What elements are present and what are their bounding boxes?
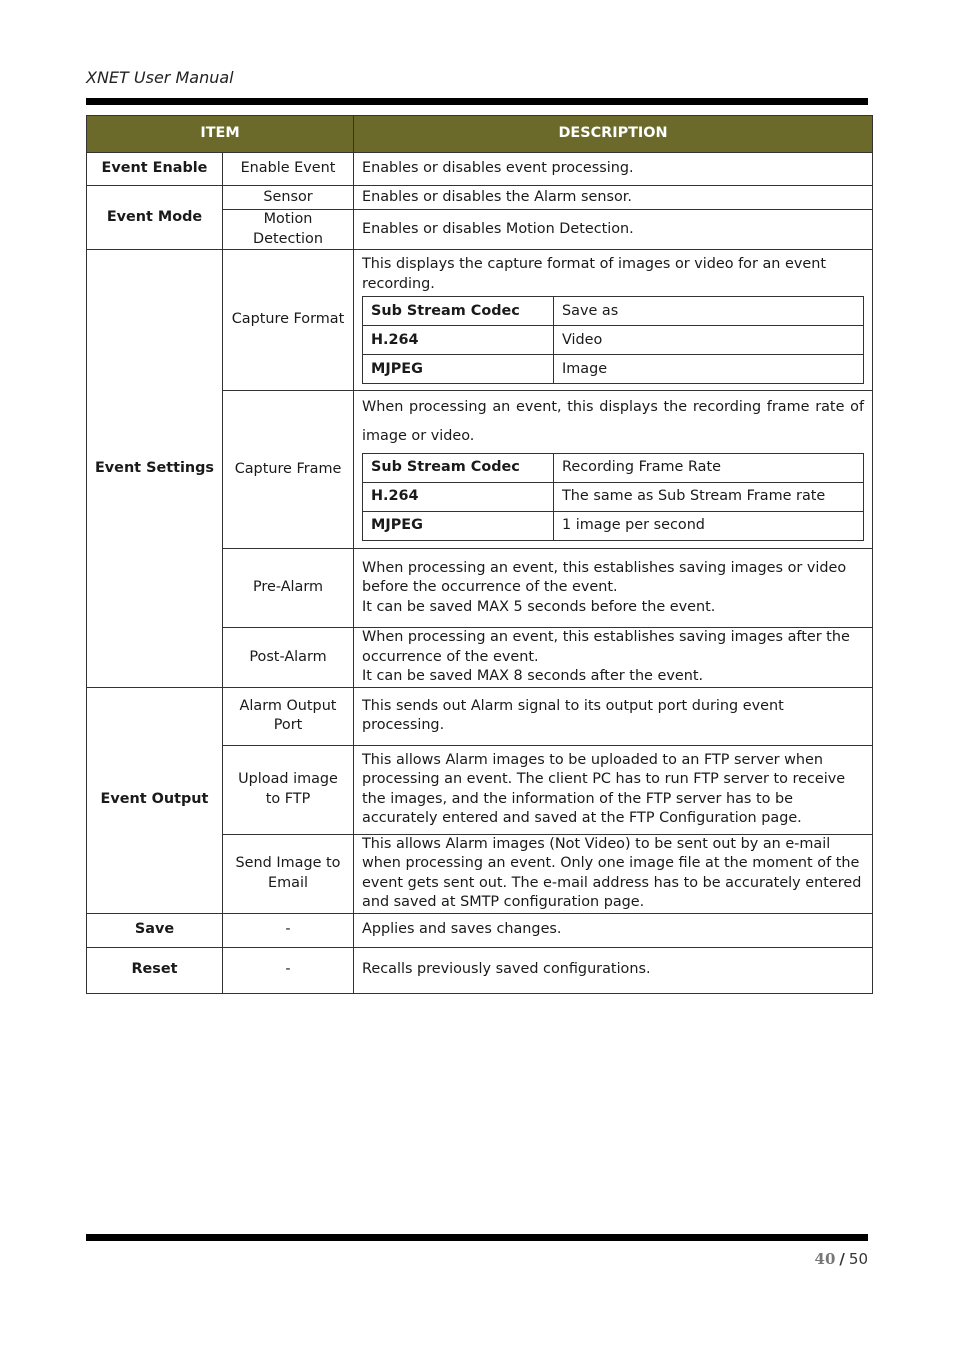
inner-row <box>363 355 864 384</box>
capture-frame-codec-table <box>362 453 864 541</box>
inner-row <box>363 297 864 326</box>
inner-row <box>363 453 864 482</box>
inner-row <box>363 482 864 511</box>
desc-sensor: Enables or disables the Alarm sensor. <box>354 186 873 210</box>
table-row <box>87 153 873 186</box>
sub-save: - <box>223 913 354 947</box>
desc-capture-format <box>354 250 873 391</box>
item-event-settings: Event Settings <box>87 250 223 688</box>
capture-format-text: This displays the capture format of images or video for an event recording. <box>362 256 826 292</box>
capture-frame-text: When processing an event, this displays the recording frame rate of image or video. <box>362 398 865 444</box>
item-event-enable: Event Enable <box>87 153 223 186</box>
sub-pre-alarm: Pre-Alarm <box>223 549 354 628</box>
inner-row <box>363 511 864 540</box>
table-row <box>87 913 873 947</box>
inner-value: Image <box>554 355 864 384</box>
inner-key: MJPEG <box>363 355 554 384</box>
page-total: 50 <box>848 1250 868 1268</box>
sub-motion-detection: Motion Detection <box>223 210 354 250</box>
inner-value: Recording Frame Rate <box>554 453 864 482</box>
inner-value: The same as Sub Stream Frame rate <box>554 482 864 511</box>
header-rule <box>86 98 868 105</box>
sub-enable-event: Enable Event <box>223 153 354 186</box>
pre-alarm-text: When processing an event, this establishes saving images or video before the occurrence of the event. <box>362 559 847 596</box>
desc-post-alarm <box>354 628 873 688</box>
inner-key: Sub Stream Codec <box>363 297 554 326</box>
sub-upload-image-ftp: Upload image to FTP <box>223 745 354 834</box>
desc-reset: Recalls previously saved configurations. <box>354 947 873 993</box>
page-separator: / <box>839 1250 845 1268</box>
sub-post-alarm: Post-Alarm <box>223 628 354 688</box>
sub-alarm-output-port: Alarm Output Port <box>223 687 354 745</box>
column-header-description: DESCRIPTION <box>354 116 873 153</box>
post-alarm-limit: It can be saved MAX 8 seconds after the event. <box>362 668 704 684</box>
item-event-output: Event Output <box>87 687 223 913</box>
desc-alarm-output-port: This sends out Alarm signal to its output port during event processing. <box>354 687 873 745</box>
desc-save: Applies and saves changes. <box>354 913 873 947</box>
table-row <box>87 250 873 391</box>
page-number <box>815 1250 868 1268</box>
sub-send-image-email: Send Image to Email <box>223 834 354 913</box>
inner-value: 1 image per second <box>554 511 864 540</box>
inner-key: H.264 <box>363 326 554 355</box>
item-save: Save <box>87 913 223 947</box>
table-row <box>87 687 873 745</box>
capture-format-codec-table <box>362 296 864 384</box>
footer-rule <box>86 1234 868 1241</box>
inner-key: H.264 <box>363 482 554 511</box>
column-header-item: ITEM <box>87 116 354 153</box>
desc-send-image-email: This allows Alarm images (Not Video) to be sent out by an e-mail when processing an event. Only one image file at the moment of the event gets sent out. The e-mail address has to be accurately entered and saved at SMTP configuration page. <box>354 834 873 913</box>
inner-value: Save as <box>554 297 864 326</box>
desc-capture-frame <box>354 391 873 549</box>
sub-sensor: Sensor <box>223 186 354 210</box>
item-event-mode: Event Mode <box>87 186 223 250</box>
desc-motion-detection: Enables or disables Motion Detection. <box>354 210 873 250</box>
item-reset: Reset <box>87 947 223 993</box>
inner-row <box>363 326 864 355</box>
document-header-title: XNET User Manual <box>86 68 234 87</box>
inner-key: Sub Stream Codec <box>363 453 554 482</box>
table-row <box>87 186 873 210</box>
sub-capture-format: Capture Format <box>223 250 354 391</box>
table-header-row <box>87 116 873 153</box>
event-settings-table <box>86 115 873 994</box>
desc-enable-event: Enables or disables event processing. <box>354 153 873 186</box>
page-current: 40 <box>814 1250 836 1268</box>
desc-upload-image-ftp: This allows Alarm images to be uploaded to an FTP server when processing an event. The client PC has to run FTP server to receive the images, and the information of the FTP server has to be accurately entered and saved at the FTP Configuration page. <box>354 745 873 834</box>
table-row <box>87 947 873 993</box>
pre-alarm-limit: It can be saved MAX 5 seconds before the event. <box>362 598 716 615</box>
sub-reset: - <box>223 947 354 993</box>
inner-key: MJPEG <box>363 511 554 540</box>
inner-value: Video <box>554 326 864 355</box>
desc-pre-alarm <box>354 549 873 628</box>
post-alarm-text: When processing an event, this establishes saving images after the occurrence of the event. <box>362 629 850 665</box>
sub-capture-frame: Capture Frame <box>223 391 354 549</box>
